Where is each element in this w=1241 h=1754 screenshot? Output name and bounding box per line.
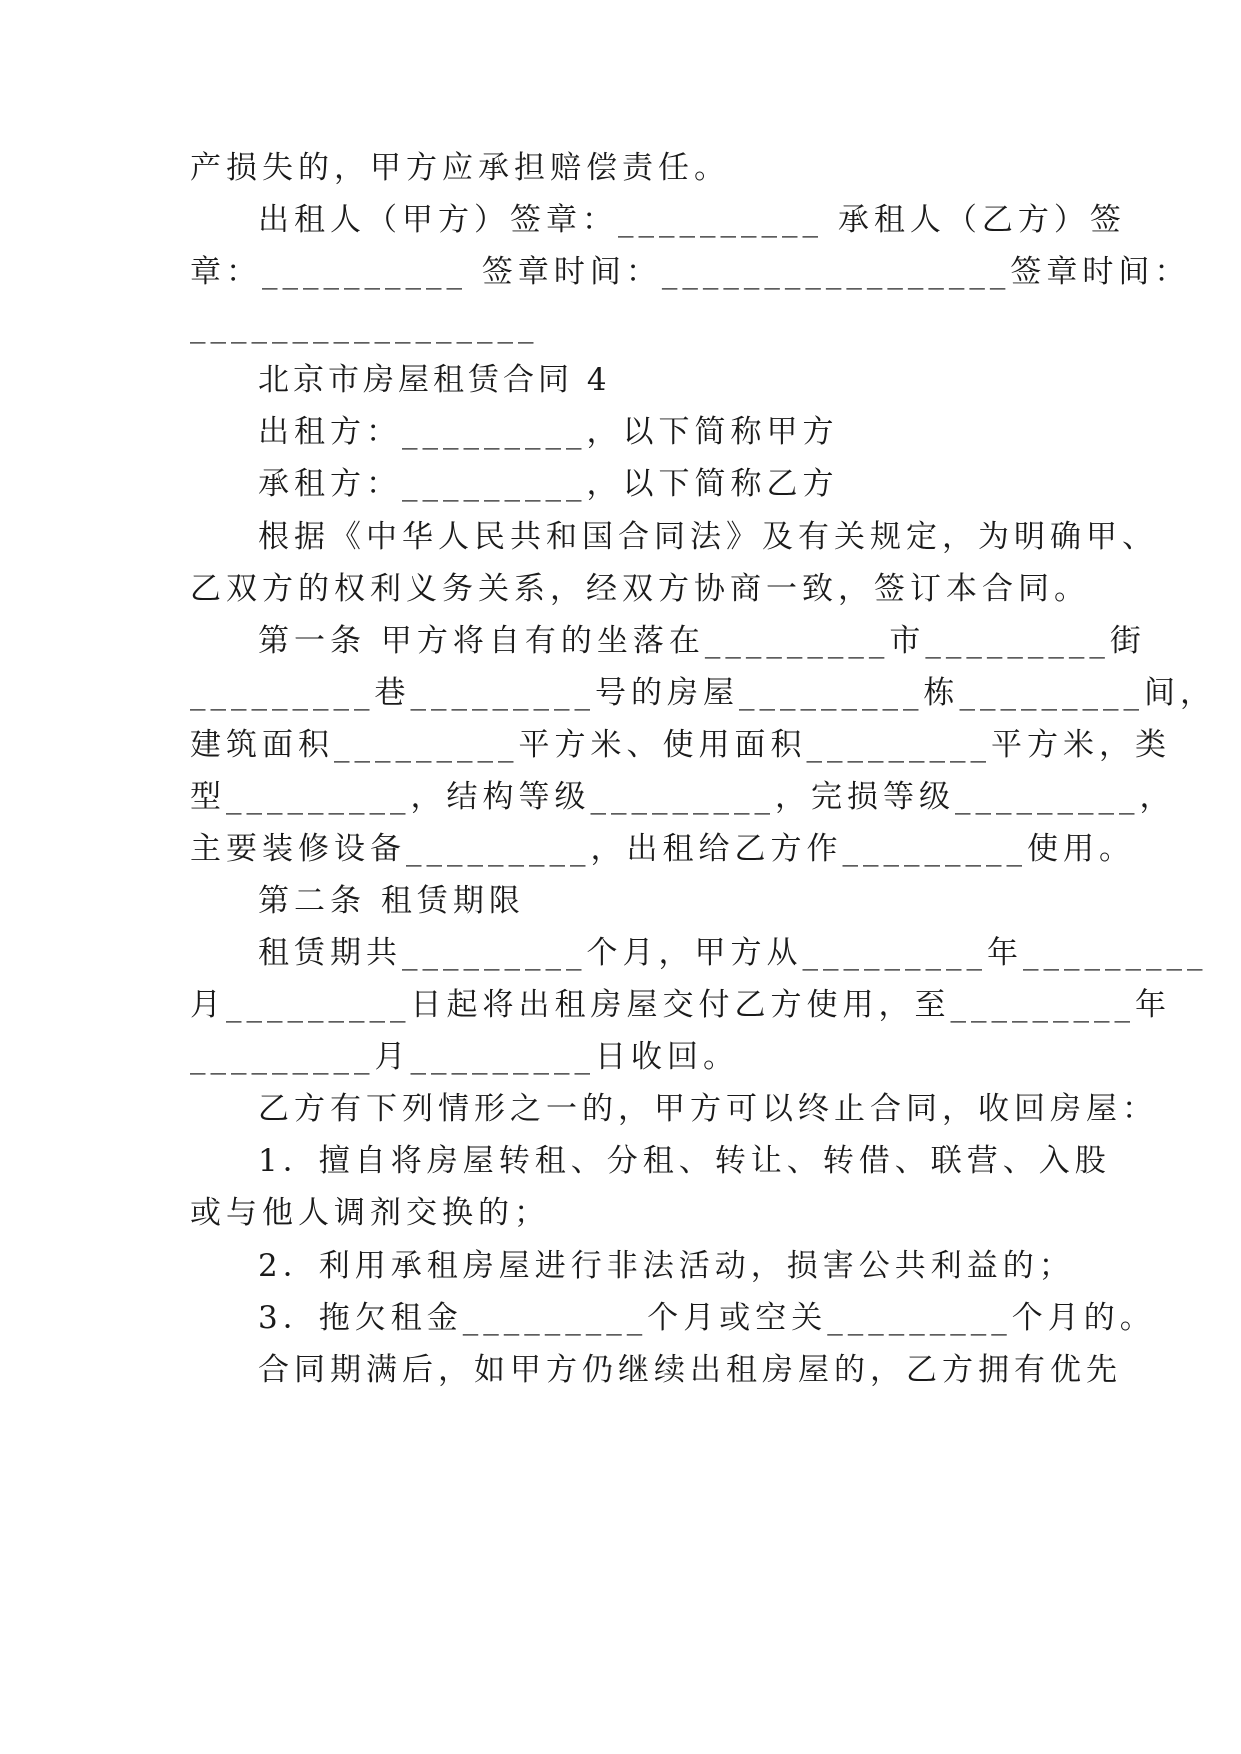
text-line: _________________ — [190, 308, 539, 344]
text-line: 出租人（甲方）签章：__________ 承租人（乙方）签 — [258, 202, 1126, 238]
text-line: 出租方：_________，以下简称甲方 — [258, 414, 839, 450]
text-line: 乙双方的权利义务关系，经双方协商一致，签订本合同。 — [190, 571, 1090, 607]
text-line: 型_________，结构等级_________，完损等级_________， — [190, 779, 1176, 815]
text-line: 1．擅自将房屋转租、分租、转让、转借、联营、入股 — [258, 1143, 1111, 1179]
text-line: 合同期满后，如甲方仍继续出租房屋的，乙方拥有优先 — [258, 1352, 1122, 1388]
text-line: 3．拖欠租金_________个月或空关_________个月的。 — [258, 1300, 1156, 1336]
text-line: 2．利用承租房屋进行非法活动，损害公共利益的； — [258, 1248, 1075, 1284]
text-line: 租赁期共_________个月，甲方从_________年_________ — [258, 935, 1208, 971]
text-line: 第一条 甲方将自有的坐落在_________市_________街 — [258, 623, 1146, 659]
text-line: 产损失的，甲方应承担赔偿责任。 — [190, 150, 730, 186]
text-line: 主要装修设备_________，出租给乙方作_________使用。 — [190, 831, 1135, 867]
text-line: 月_________日起将出租房屋交付乙方使用，至_________年 — [190, 987, 1171, 1023]
text-line: 根据《中华人民共和国合同法》及有关规定，为明确甲、 — [258, 519, 1158, 555]
text-line: 乙方有下列情形之一的，甲方可以终止合同，收回房屋： — [258, 1091, 1158, 1127]
text-line: _________巷_________号的房屋_________栋_________间， — [190, 675, 1216, 711]
text-line: 承租方：_________，以下简称乙方 — [258, 466, 839, 502]
section-title: 北京市房屋租赁合同 4 — [258, 362, 611, 398]
text-line: 第二条 租赁期限 — [258, 883, 525, 919]
text-line: 建筑面积_________平方米、使用面积_________平方米，类 — [190, 727, 1171, 763]
text-line: 章：__________ 签章时间：_________________签章时间： — [190, 254, 1191, 290]
text-line: 或与他人调剂交换的； — [190, 1195, 550, 1231]
text-line: _________月_________日收回。 — [190, 1039, 739, 1075]
